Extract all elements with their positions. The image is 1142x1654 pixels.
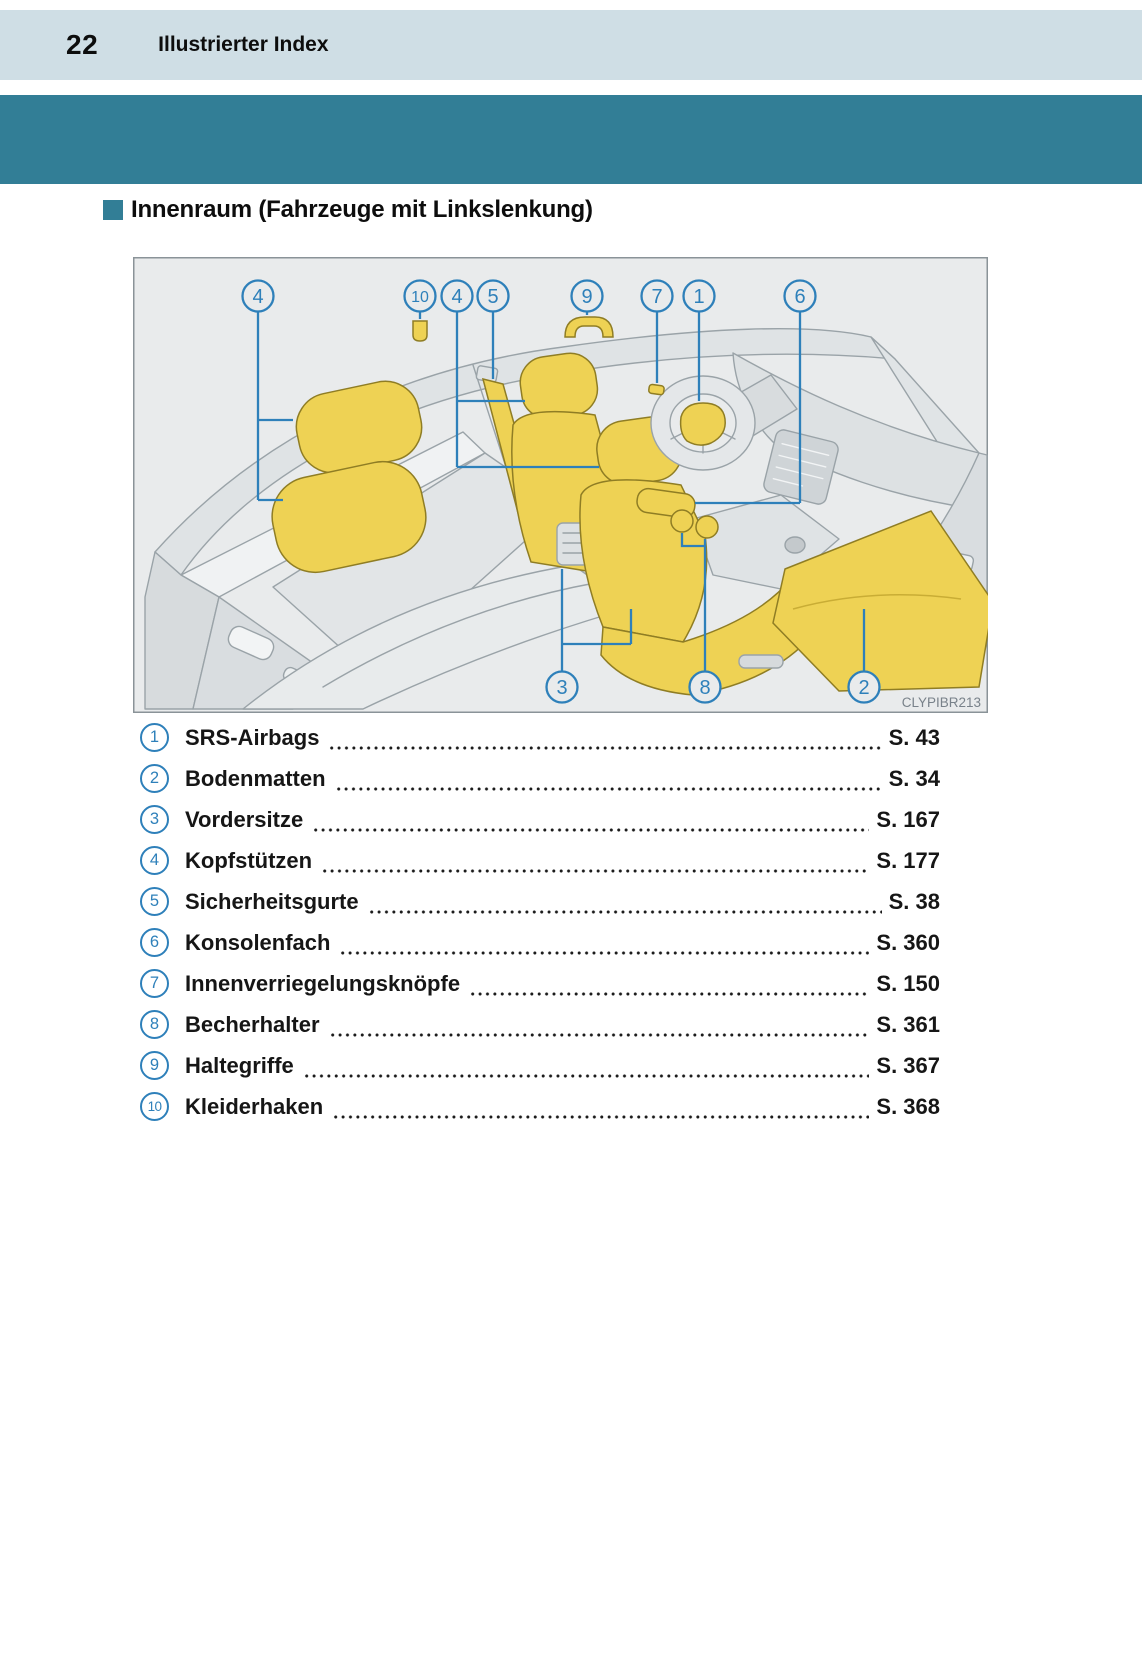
svg-text:6: 6	[794, 286, 806, 308]
figure-callout-9	[572, 281, 603, 312]
dot-leader	[335, 765, 882, 792]
svg-text:8: 8	[699, 677, 711, 699]
section-title: Innenraum (Fahrzeuge mit Linkslenkung)	[131, 196, 593, 223]
index-item	[140, 799, 940, 840]
item-page-ref: S. 367	[876, 1052, 940, 1078]
figure-callout-2	[849, 672, 880, 703]
chapter-color-band	[0, 95, 1142, 184]
svg-text:9: 9	[581, 286, 593, 308]
svg-text:2: 2	[858, 677, 870, 699]
item-number-badge: 10	[140, 1092, 169, 1121]
item-label: SRS-Airbags	[185, 724, 320, 750]
index-item	[140, 1045, 940, 1086]
item-page-ref: S. 43	[888, 724, 940, 750]
item-label: Konsolenfach	[185, 929, 331, 955]
dot-leader	[312, 806, 869, 833]
figure-callout-6	[785, 281, 816, 312]
index-item	[140, 922, 940, 963]
figure-callout-4	[442, 281, 473, 312]
dot-leader	[469, 970, 869, 997]
index-item	[140, 717, 940, 758]
item-page-ref: S. 177	[876, 847, 940, 873]
svg-text:5: 5	[487, 286, 499, 308]
item-page-ref: S. 361	[876, 1011, 940, 1037]
item-page-ref: S. 34	[888, 765, 940, 791]
item-label: Innenverriegelungsknöpfe	[185, 970, 461, 996]
item-page-ref: S. 368	[876, 1093, 940, 1119]
header-title: Illustrierter Index	[158, 33, 329, 56]
index-item	[140, 1004, 940, 1045]
page-number: 22	[66, 29, 99, 60]
item-number-badge: 3	[140, 805, 169, 834]
svg-text:10: 10	[411, 289, 429, 306]
item-number-badge: 4	[140, 846, 169, 875]
item-label: Haltegriffe	[185, 1052, 294, 1078]
figure-callout-10	[405, 281, 436, 312]
item-number-badge: 6	[140, 928, 169, 957]
figure-callout-1	[684, 281, 715, 312]
dot-leader	[328, 724, 881, 751]
item-label: Kleiderhaken	[185, 1093, 324, 1119]
svg-text:7: 7	[651, 286, 663, 308]
figure-callout-7	[642, 281, 673, 312]
figure-callout-5	[478, 281, 509, 312]
dot-leader	[303, 1052, 870, 1079]
item-label: Vordersitze	[185, 806, 304, 832]
item-page-ref: S. 360	[876, 929, 940, 955]
item-label: Becherhalter	[185, 1011, 320, 1037]
svg-text:1: 1	[693, 286, 705, 308]
svg-text:3: 3	[556, 677, 568, 699]
section-bullet-square	[103, 200, 123, 220]
svg-text:4: 4	[252, 286, 264, 308]
dot-leader	[332, 1093, 869, 1120]
index-item	[140, 758, 940, 799]
dot-leader	[368, 888, 882, 915]
item-number-badge: 7	[140, 969, 169, 998]
index-item	[140, 881, 940, 922]
svg-text:4: 4	[451, 286, 463, 308]
item-number-badge: 9	[140, 1051, 169, 1080]
item-page-ref: S. 38	[888, 888, 940, 914]
index-item	[140, 840, 940, 881]
figure-callout-3	[547, 672, 578, 703]
item-number-badge: 8	[140, 1010, 169, 1039]
index-item	[140, 1086, 940, 1127]
index-item	[140, 963, 940, 1004]
steering-wheel	[651, 376, 755, 470]
item-page-ref: S. 167	[876, 806, 940, 832]
figure-callout-4	[243, 281, 274, 312]
coat-hook-highlight	[413, 321, 427, 341]
item-number-badge: 2	[140, 764, 169, 793]
dot-leader	[321, 847, 869, 874]
door-lock-knob-highlight	[648, 384, 664, 395]
interior-figure	[133, 257, 988, 713]
figure-callout-8	[690, 672, 721, 703]
dot-leader	[329, 1011, 870, 1038]
item-label: Kopfstützen	[185, 847, 313, 873]
item-page-ref: S. 150	[876, 970, 940, 996]
figure-code: CLYPIBR213	[901, 695, 981, 710]
item-number-badge: 1	[140, 723, 169, 752]
car-interior-illustration	[133, 257, 988, 713]
section-heading	[103, 196, 593, 224]
item-number-badge: 5	[140, 887, 169, 916]
item-label: Bodenmatten	[185, 765, 326, 791]
page-header	[0, 10, 1142, 80]
illustrated-index-list	[140, 717, 940, 1127]
srs-airbag-pad-highlight	[681, 403, 726, 445]
dot-leader	[339, 929, 869, 956]
item-label: Sicherheitsgurte	[185, 888, 359, 914]
